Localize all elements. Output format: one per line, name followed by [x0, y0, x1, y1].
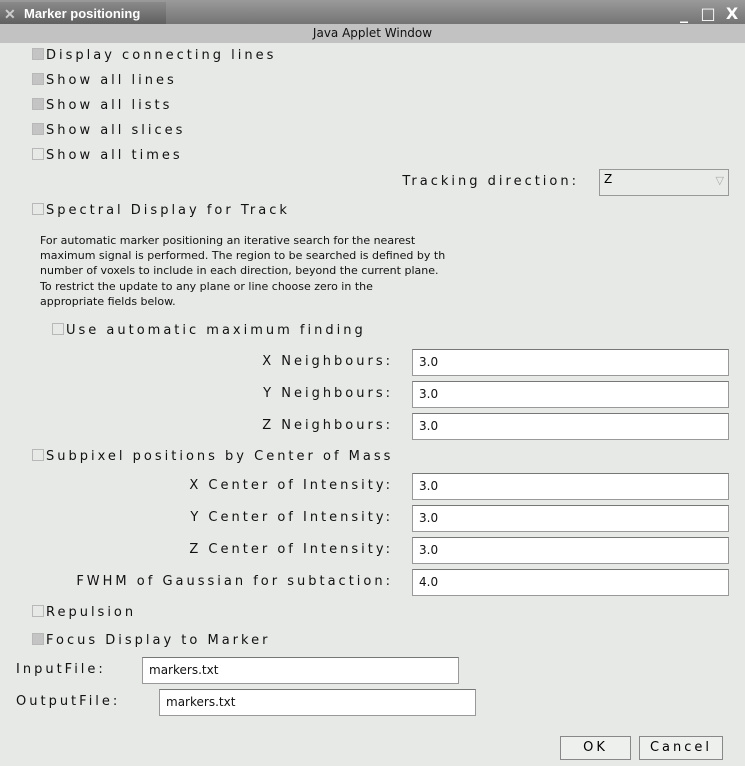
y-center-input[interactable]: 3.0	[412, 505, 729, 532]
checkbox-label: Show all slices	[46, 123, 186, 138]
checkbox-box[interactable]	[32, 203, 44, 215]
x-center-label: X Center of Intensity:	[189, 478, 393, 493]
x-neighbours-input[interactable]: 3.0	[412, 349, 729, 376]
fwhm-input[interactable]: 4.0	[412, 569, 729, 596]
cancel-button[interactable]: Cancel	[639, 736, 723, 760]
y-neighbours-input[interactable]: 3.0	[412, 381, 729, 408]
window-title: Marker positioning	[24, 6, 141, 21]
checkbox-box[interactable]	[32, 148, 44, 160]
checkbox-box[interactable]	[32, 449, 44, 461]
checkbox-spectral-display[interactable]	[32, 203, 290, 218]
info-line: maximum signal is performed. The region to be searched is defined by th	[40, 249, 446, 263]
x-neighbours-label: X Neighbours:	[262, 354, 393, 369]
checkbox-show-all-slices[interactable]	[32, 123, 185, 138]
checkbox-display-connecting-lines[interactable]	[32, 48, 276, 63]
app-icon: ✕	[4, 6, 16, 22]
output-file-input[interactable]: markers.txt	[159, 689, 476, 716]
z-neighbours-input[interactable]: 3.0	[412, 413, 729, 440]
checkbox-box[interactable]	[32, 73, 44, 85]
checkbox-label: Repulsion	[46, 605, 137, 620]
info-line: number of voxels to include in each direction, beyond the current plane.	[40, 264, 439, 278]
maximize-button[interactable]: □	[700, 4, 716, 23]
checkbox-label: Spectral Display for Track	[46, 203, 290, 218]
output-file-label: OutputFile:	[16, 694, 121, 709]
checkbox-auto-max[interactable]	[52, 323, 366, 338]
checkbox-box[interactable]	[32, 605, 44, 617]
checkbox-box[interactable]	[32, 633, 44, 645]
checkbox-show-all-lines[interactable]	[32, 73, 177, 88]
z-neighbours-label: Z Neighbours:	[262, 418, 393, 433]
y-center-label: Y Center of Intensity:	[190, 510, 393, 525]
checkbox-label: Display connecting lines	[46, 48, 277, 63]
x-center-input[interactable]: 3.0	[412, 473, 729, 500]
minimize-button[interactable]: _	[680, 4, 688, 23]
checkbox-box[interactable]	[32, 48, 44, 60]
ok-button[interactable]: OK	[560, 736, 631, 760]
checkbox-repulsion[interactable]	[32, 605, 136, 620]
checkbox-label: Show all lines	[46, 73, 177, 88]
info-text	[40, 233, 480, 309]
fwhm-label: FWHM of Gaussian for subtaction:	[76, 574, 393, 589]
y-neighbours-label: Y Neighbours:	[263, 386, 393, 401]
close-button[interactable]: X	[725, 4, 739, 23]
z-center-label: Z Center of Intensity:	[189, 542, 393, 557]
checkbox-box[interactable]	[32, 98, 44, 110]
tracking-direction-select[interactable]	[599, 169, 729, 196]
checkbox-box[interactable]	[32, 123, 44, 135]
z-center-input[interactable]: 3.0	[412, 537, 729, 564]
checkbox-label: Show all times	[46, 148, 183, 163]
checkbox-show-all-lists[interactable]	[32, 98, 172, 113]
checkbox-label: Use automatic maximum finding	[66, 323, 366, 338]
tracking-direction-label: Tracking direction:	[402, 174, 579, 189]
checkbox-label: Subpixel positions by Center of Mass	[46, 449, 394, 464]
dropdown-arrow-icon: ▽	[715, 174, 724, 187]
info-line: For automatic marker positioning an iterative search for the nearest	[40, 234, 416, 247]
window-title-tab	[0, 2, 166, 26]
input-file-input[interactable]: markers.txt	[142, 657, 459, 684]
info-line: appropriate fields below.	[40, 294, 176, 308]
checkbox-label: Focus Display to Marker	[46, 633, 271, 648]
checkbox-show-all-times[interactable]	[32, 148, 183, 163]
info-line: To restrict the update to any plane or line choose zero in the	[40, 279, 373, 293]
input-file-label: InputFile:	[16, 662, 106, 677]
checkbox-label: Show all lists	[46, 98, 173, 113]
applet-banner: Java Applet Window	[0, 24, 745, 43]
checkbox-focus-display[interactable]	[32, 633, 270, 648]
checkbox-subpixel[interactable]	[32, 449, 393, 464]
tracking-direction-value: Z	[604, 172, 613, 186]
checkbox-box[interactable]	[52, 323, 64, 335]
